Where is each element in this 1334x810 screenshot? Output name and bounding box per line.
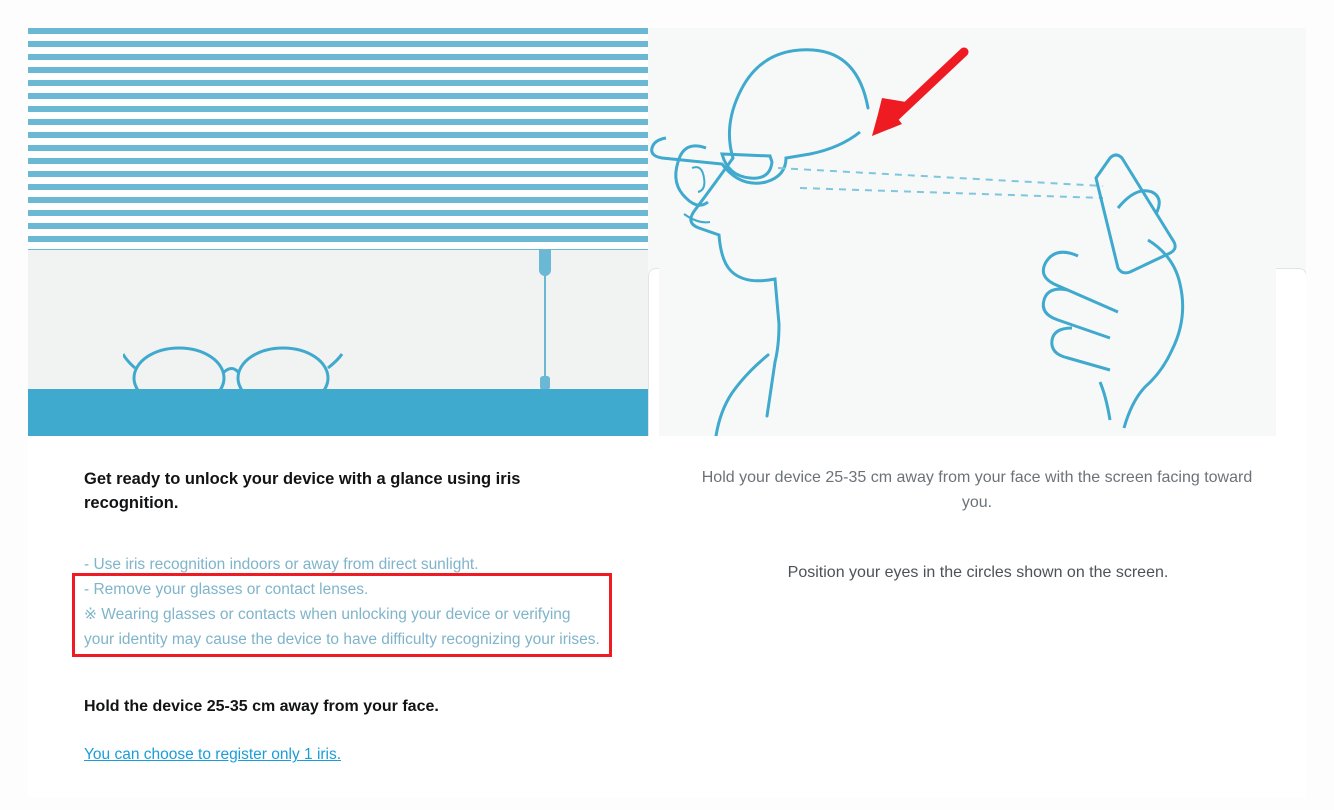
position-eyes-caption: Position your eyes in the circles shown on the screen. xyxy=(787,564,1169,581)
register-single-iris-link[interactable]: You can choose to register only 1 iris. xyxy=(84,746,342,764)
page-headline: Get ready to unlock your device with a glance using iris recognition. xyxy=(84,470,521,512)
requirement-item-3: ※ Wearing glasses or contacts when unlocking your device or verifying your identity may cause the device to have difficulty recognizing your irises. xyxy=(84,606,600,649)
right-instruction-panel xyxy=(648,28,1306,798)
left-instruction-panel xyxy=(28,28,648,798)
left-text-block xyxy=(84,468,604,764)
blinds-cord-tip xyxy=(540,376,550,390)
requirement-item-1: - Use iris recognition indoors or away from direct sunlight. xyxy=(84,555,479,573)
eyeglasses-icon xyxy=(123,328,353,418)
hold-device-caption: Hold your device 25-35 cm away from your face with the screen facing toward you. xyxy=(701,469,1253,511)
window-blinds-graphic xyxy=(28,28,648,250)
distance-instruction: Hold the device 25-35 cm away from your face. xyxy=(84,698,439,716)
card-edge-right-decoration xyxy=(1276,268,1306,436)
requirements-list xyxy=(84,552,604,652)
iris-setup-illustration-left xyxy=(28,28,648,436)
card-edge-left-decoration xyxy=(648,268,659,436)
requirement-item-2: - Remove your glasses or contact lenses. xyxy=(84,580,369,598)
red-arrow-annotation xyxy=(858,40,978,140)
blinds-cord xyxy=(544,250,546,380)
iris-setup-illustration-right xyxy=(648,28,1306,436)
